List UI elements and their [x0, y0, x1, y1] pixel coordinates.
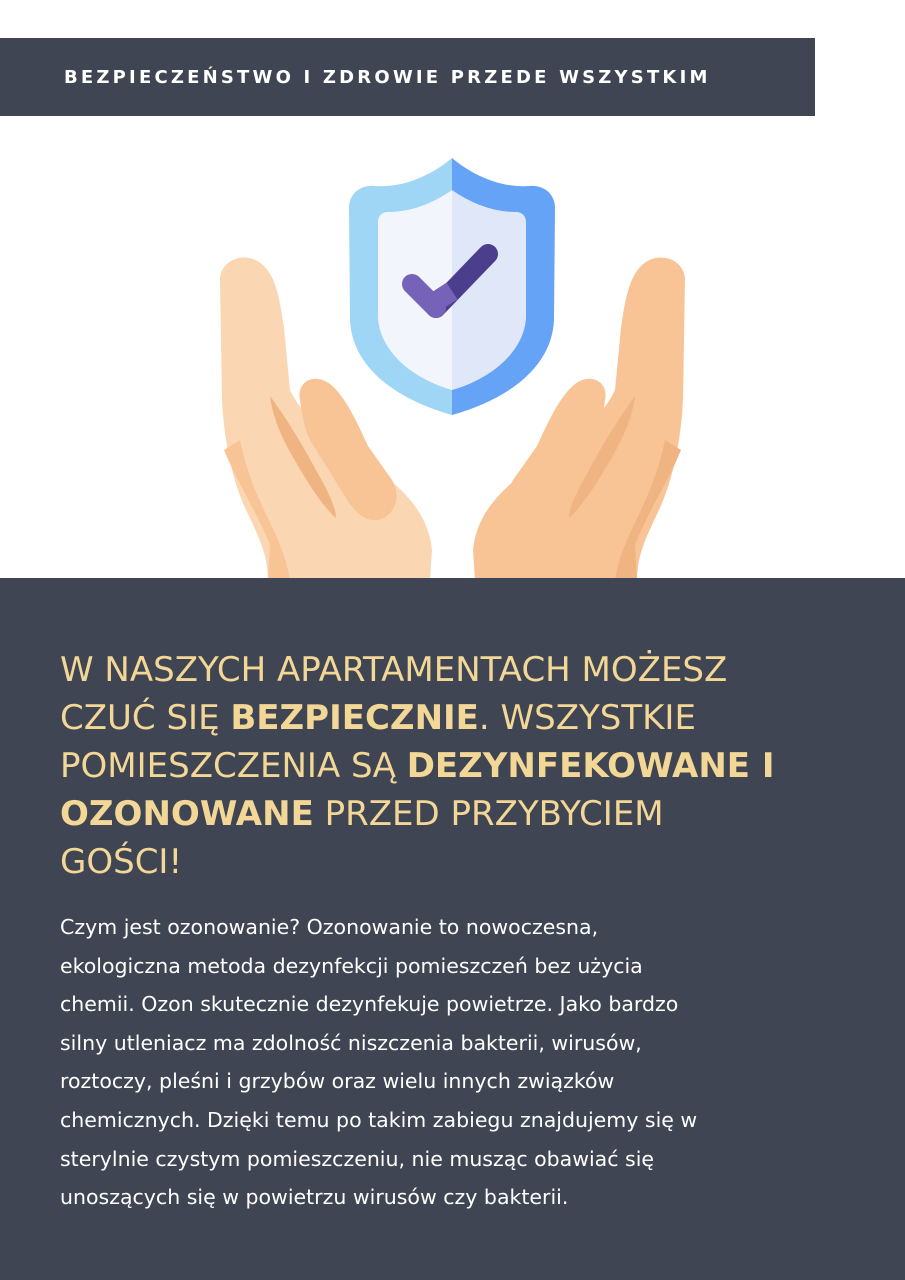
headline-emphasis-safe: BEZPIECZNIE	[230, 698, 479, 738]
headline-emphasis-disinfected: DEZYNFEKOWANE I	[406, 746, 775, 786]
safety-illustration	[0, 150, 905, 580]
body-line: chemicznych. Dzięki temu po takim zabiegu znajdujemy się w	[60, 1107, 698, 1132]
top-banner	[0, 38, 815, 116]
banner-title: BEZPIECZEŃSTWO I ZDROWIE PRZEDE WSZYSTKIM	[64, 66, 711, 88]
body-line: Czym jest ozonowanie? Ozonowanie to nowoczesna,	[60, 915, 599, 939]
check-mark-join	[432, 291, 452, 304]
body-line: silny utleniacz ma zdolność niszczenia bakterii, wirusów,	[60, 1030, 642, 1055]
body-line: chemii. Ozon skutecznie dezynfekuje powietrze. Jako bardzo	[60, 992, 679, 1017]
body-line: roztoczy, pleśni i grzybów oraz wielu innych związków	[60, 1069, 615, 1094]
headline-line-1: W NASZYCH APARTAMENTACH MOŻESZ	[60, 650, 728, 690]
headline-line-2-pre: CZUĆ SIĘ	[60, 698, 231, 738]
headline-line-4-post: PRZED PRZYBYCIEM	[313, 794, 664, 834]
body-line: unoszących się w powietrzu wirusów czy bakterii.	[60, 1185, 569, 1210]
headline-line-3-pre: POMIESZCZENIA SĄ	[60, 746, 407, 786]
headline	[60, 646, 880, 886]
headline-line-5: GOŚCI!	[60, 842, 183, 882]
body-line: sterylnie czystym pomieszczeniu, nie musząc obawiać się	[60, 1146, 655, 1171]
body-line: ekologiczna metoda dezynfekcji pomieszczeń bez użycia	[60, 953, 643, 978]
ozonation-description	[60, 908, 850, 1217]
headline-line-2-post: . WSZYSTKIE	[478, 698, 696, 738]
headline-emphasis-ozonated: OZONOWANE	[60, 794, 314, 834]
hands-holding-shield-check-icon	[0, 150, 905, 580]
